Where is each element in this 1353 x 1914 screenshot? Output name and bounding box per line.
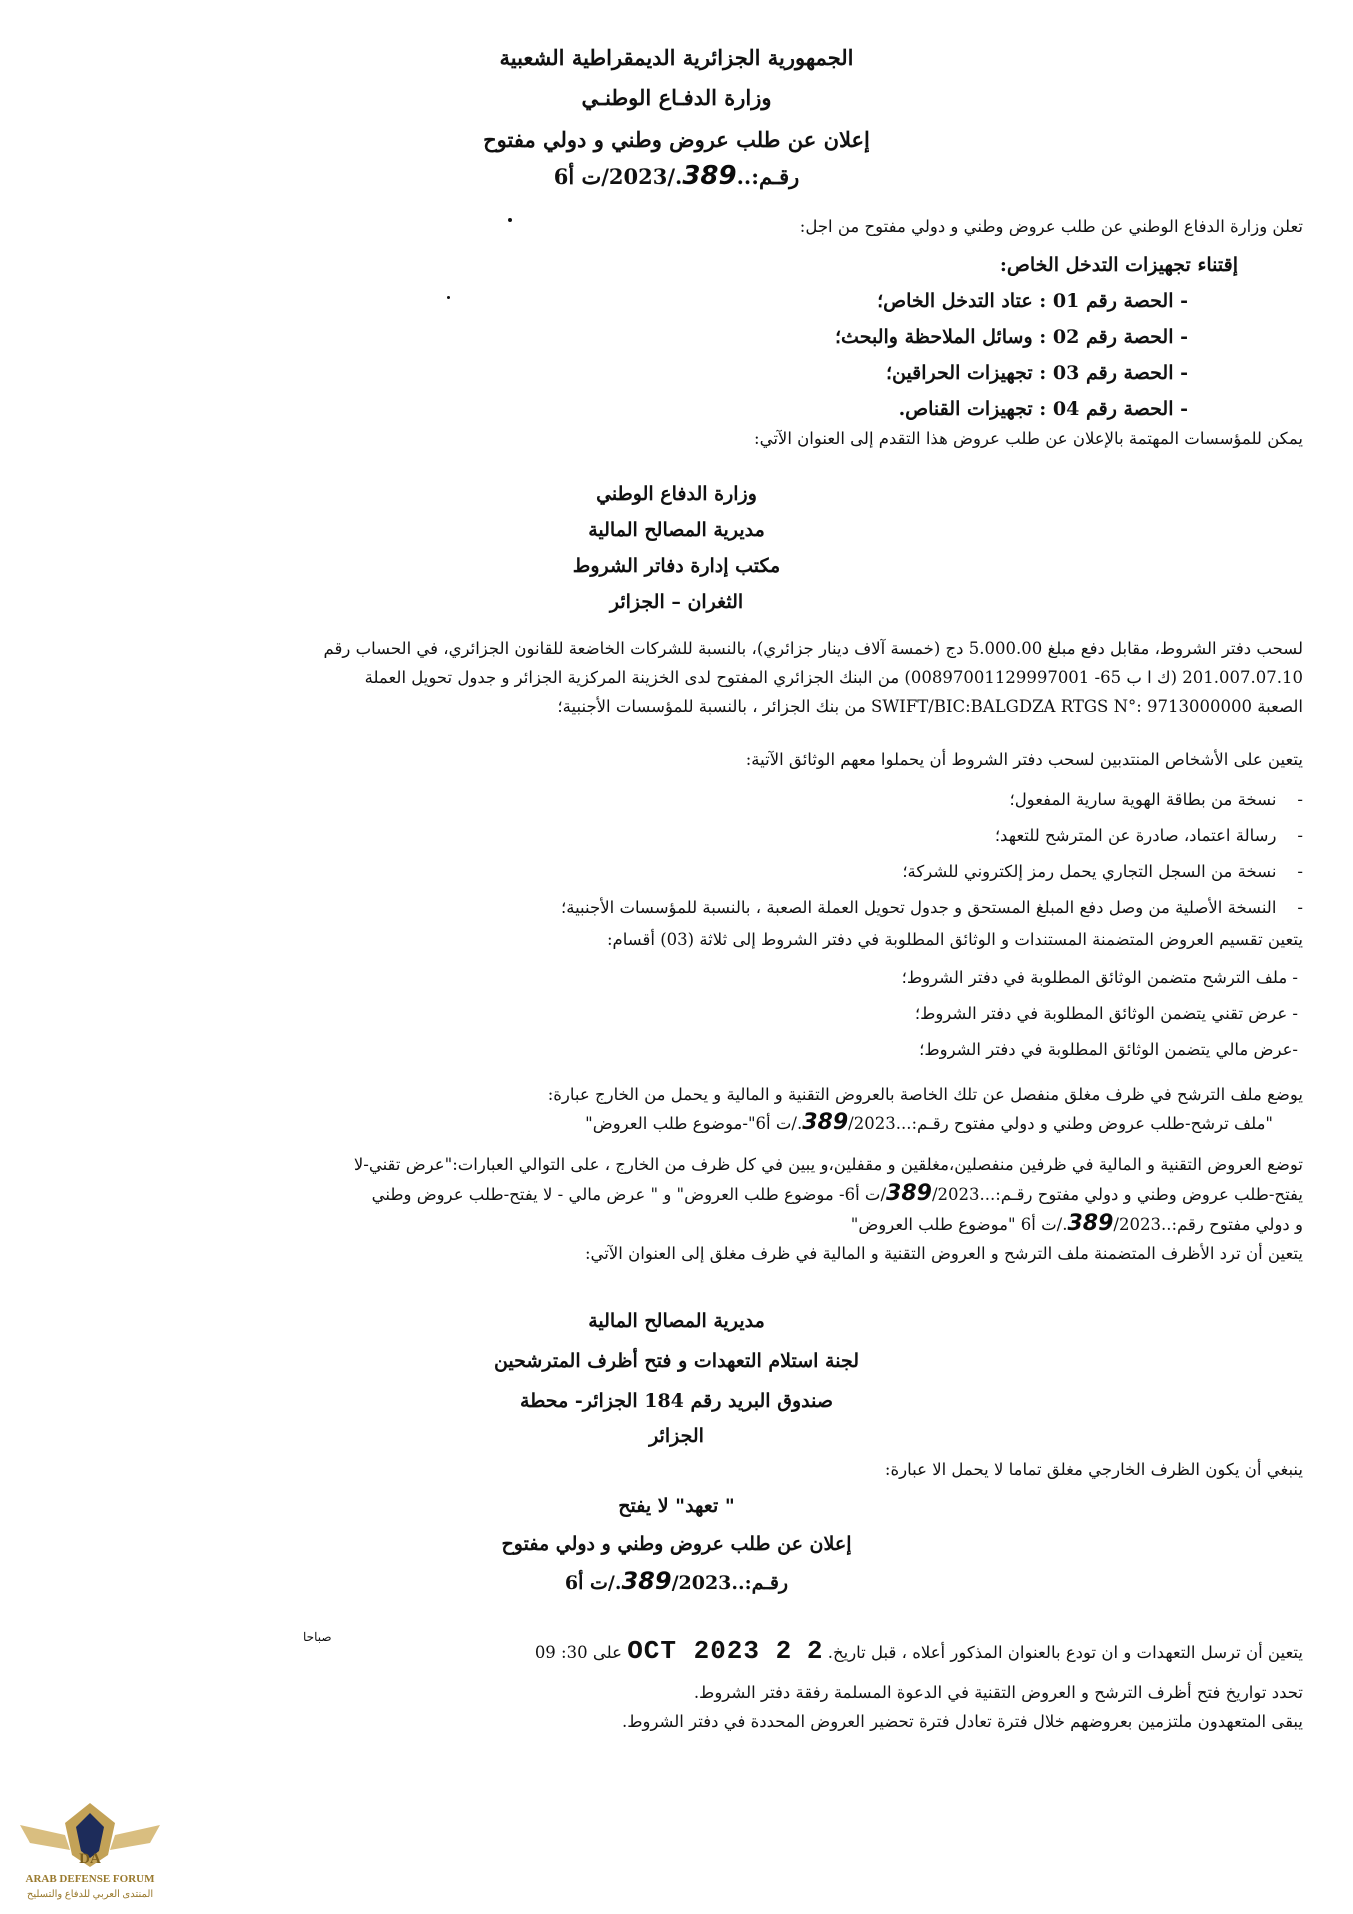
address2-line: لجنة استلام التعهدات و فتح أظرف المترشحين bbox=[493, 1350, 860, 1372]
envelope-line: ينبغي أن يكون الظرف الخارجي مغلق تماما لا يحمل الا عبارة: bbox=[884, 1460, 1303, 1479]
intro-subject: إقتناء تجهيزات التدخل الخاص: bbox=[999, 254, 1238, 276]
header-number bbox=[0, 160, 1353, 193]
address1-line: وزارة الدفاع الوطني bbox=[596, 483, 757, 505]
lots-list bbox=[88, 283, 1188, 427]
header-announcement: إعلان عن طلب عروض وطني و دولي مفتوح bbox=[483, 127, 870, 152]
address2-line: صندوق البريد رقم 184 الجزائر- محطة bbox=[520, 1390, 833, 1412]
candidacy-label: "ملف ترشح-طلب عروض وطني و دولي مفتوح رقـم:...389/2023./ت أ6"-موضوع طلب العروض" bbox=[585, 1110, 1273, 1135]
logo-arabic: المنتدى العربي للدفاع والتسليح bbox=[26, 1889, 154, 1900]
payment-paragraph bbox=[63, 634, 1303, 721]
number-prefix: رقـم:.. bbox=[736, 164, 800, 189]
payment-line: لسحب دفتر الشروط، مقابل دفع مبلغ 5.000.00 دج (خمسة آلاف دينار جزائري)، بالنسبة للشركات الخاضعة للقانون الجزائري، في الحساب رقم bbox=[323, 639, 1303, 658]
handwritten-number: 389 bbox=[802, 1110, 849, 1135]
handwritten-number: 389 bbox=[1067, 1211, 1114, 1236]
section-item: - عرض تقني يتضمن الوثائق المطلوبة في دفتر الشروط؛ bbox=[914, 1004, 1298, 1023]
sections-intro: يتعين تقسيم العروض المتضمنة المستندات و الوثائق المطلوبة في دفتر الشروط إلى ثلاثة (03) أقسام: bbox=[606, 930, 1303, 949]
morning-note: صباحا bbox=[303, 1630, 332, 1644]
number-suffix: ./2023/ت أ6 bbox=[553, 164, 683, 189]
deadline-text: تحدد تواريخ فتح أظرف الترشح و العروض التقنية في الدعوة المسلمة رفقة دفتر الشروط. bbox=[693, 1683, 1303, 1702]
address1-line: مديرية المصالح المالية bbox=[588, 519, 765, 541]
forum-logo bbox=[10, 1795, 170, 1910]
section-item: -عرض مالي يتضمن الوثائق المطلوبة في دفتر الشروط؛ bbox=[919, 1040, 1298, 1059]
lot-item: - الحصة رقم 02 : وسائل الملاحظة والبحث؛ bbox=[835, 326, 1188, 348]
delegate-item: - النسخة الأصلية من وصل دفع المبلغ المستحق و جدول تحويل العملة الصعبة ، بالنسبة للمؤسسات الأجنبية؛ bbox=[560, 898, 1303, 917]
payment-line: 201.007.07.10 (ك ا ب 65- 00897001129997001) من البنك الجزائري المفتوح لدى الخزينة المركزية الجزائر و جدول تحويل العملة bbox=[364, 668, 1303, 687]
envelope-number: رقـم:..389/2023./ت أ6 bbox=[564, 1567, 789, 1595]
address1-line: مكتب إدارة دفاتر الشروط bbox=[572, 555, 781, 577]
offers-line: يفتح-طلب عروض وطني و دولي مفتوح رقـم:...389/2023/ت أ6- موضوع طلب العروض" و " عرض مالي - لا يفتح-طلب عروض وطني bbox=[371, 1181, 1303, 1206]
logo-monogram: DA bbox=[79, 1851, 101, 1867]
offers-paragraph bbox=[63, 1150, 1303, 1268]
envelope-label: " تعهد" لا يفتح bbox=[618, 1495, 735, 1517]
address-intro: يمكن للمؤسسات المهتمة بالإعلان عن طلب عروض هذا التقدم إلى العنوان الآتي: bbox=[754, 429, 1303, 448]
delegate-item: - نسخة من بطاقة الهوية سارية المفعول؛ bbox=[1009, 790, 1303, 809]
lot-item: - الحصة رقم 01 : عتاد التدخل الخاص؛ bbox=[877, 290, 1188, 312]
lot-item: - الحصة رقم 04 : تجهيزات القناص. bbox=[898, 398, 1188, 420]
sections-list bbox=[58, 960, 1298, 1068]
address1-line: الثغران – الجزائر bbox=[609, 591, 744, 613]
offers-line: و دولي مفتوح رقم:..389/2023./ت أ6 "موضوع طلب العروض" bbox=[850, 1211, 1303, 1236]
deadline-text: يبقى المتعهدون ملتزمين بعروضهم خلال فترة تعادل فترة تحضير العروض المحددة في دفتر الشروط. bbox=[621, 1712, 1303, 1731]
offers-line: يتعين أن ترد الأظرف المتضمنة ملف الترشح و العروض التقنية و المالية في ظرف مغلق إلى العنوان الآتي: bbox=[584, 1244, 1303, 1263]
section-item: - ملف الترشح متضمن الوثائق المطلوبة في دفتر الشروط؛ bbox=[901, 968, 1298, 987]
delegate-item: - نسخة من السجل التجاري يحمل رمز إلكتروني للشركة؛ bbox=[902, 862, 1303, 881]
delegates-list bbox=[63, 782, 1303, 926]
header-republic: الجمهورية الجزائرية الديمقراطية الشعبية bbox=[499, 45, 854, 70]
candidacy-line: يوضع ملف الترشح في ظرف مغلق منفصل عن تلك الخاصة بالعروض التقنية و المالية و يحمل من الخارج عبارة: bbox=[547, 1085, 1303, 1104]
logo-name: ARAB DEFENSE FORUM bbox=[25, 1873, 155, 1885]
lot-item: - الحصة رقم 03 : تجهيزات الحراقين؛ bbox=[885, 362, 1188, 384]
address2-line: مديرية المصالح المالية bbox=[588, 1310, 765, 1332]
date-stamp: 2 2 OCT 2023 bbox=[627, 1636, 823, 1666]
offers-line: توضع العروض التقنية و المالية في ظرفين منفصلين،مغلقين و مقفلين،و يبين في كل ظرف من الخارج ، على التوالي العبارات:"عرض تقني-لا bbox=[353, 1155, 1303, 1174]
intro-line: تعلن وزارة الدفاع الوطني عن طلب عروض وطني و دولي مفتوح من اجل: bbox=[799, 217, 1303, 236]
handwritten-number: 389 bbox=[886, 1181, 932, 1206]
envelope-announcement: إعلان عن طلب عروض وطني و دولي مفتوح bbox=[501, 1533, 852, 1555]
delegates-intro: يتعين على الأشخاص المنتدبين لسحب دفتر الشروط أن يحملوا معهم الوثائق الآتية: bbox=[745, 750, 1303, 769]
deadline-line: يتعين أن ترسل التعهدات و ان تودع بالعنوان المذكور أعلاه ، قبل تاريخ. 2 2 OCT 2023 على 30: 09 bbox=[534, 1636, 1303, 1666]
handwritten-number: 389 bbox=[682, 161, 737, 191]
payment-line: الصعبة SWIFT/BIC:BALGDZA RTGS N°: 9713000000 من بنك الجزائر ، بالنسبة للمؤسسات الأجنبية؛ bbox=[557, 697, 1303, 716]
header-ministry: وزارة الدفـاع الوطنـي bbox=[581, 85, 772, 110]
handwritten-number: 389 bbox=[621, 1567, 672, 1595]
deadline-paragraph bbox=[63, 1678, 1303, 1736]
address2-line: الجزائر bbox=[649, 1425, 704, 1447]
delegate-item: - رسالة اعتماد، صادرة عن المترشح للتعهد؛ bbox=[994, 826, 1303, 845]
